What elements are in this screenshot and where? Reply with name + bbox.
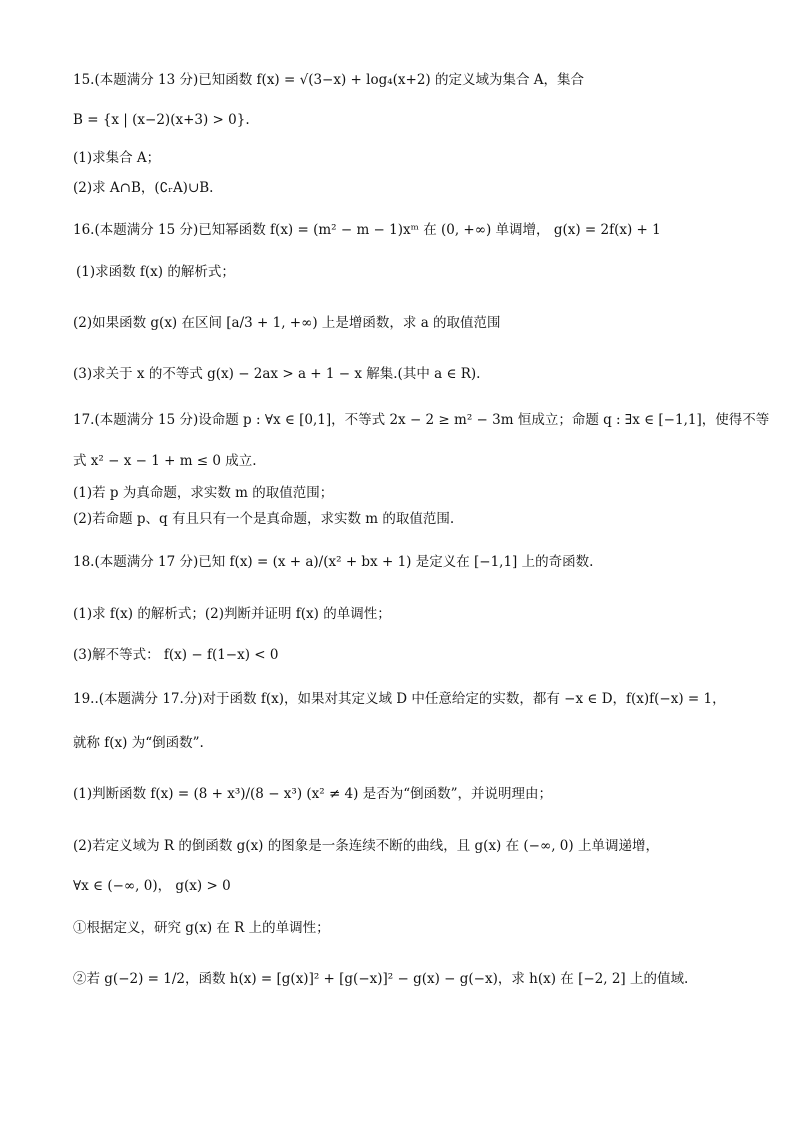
- q16-part3: (3)求关于 x 的不等式 g(x) − 2ax > a + 1 − x 解集.(其中 a ∈ R).: [73, 366, 481, 382]
- q19-part1: (1)判断函数 f(x) = (8 + x³)/(8 − x³) (x² ≠ 4) 是否为“倒函数”，并说明理由；: [73, 786, 553, 802]
- q19-part2-stem: (2)若定义域为 R 的倒函数 g(x) 的图象是一条连续不断的曲线，且 g(x) 在 (−∞, 0) 上单调递增，: [73, 838, 659, 854]
- q16-part1: (1)求函数 f(x) 的解析式；: [76, 264, 235, 280]
- q19-stem: 19..(本题满分 17.分)对于函数 f(x)，如果对其定义域 D 中任意给定的实数，都有 −x ∈ D，f(x)f(−x) = 1，: [73, 691, 726, 707]
- q15-set-b: B = {x | (x−2)(x+3) > 0}.: [73, 112, 250, 128]
- q18-part1-2: (1)求 f(x) 的解析式；(2)判断并证明 f(x) 的单调性；: [73, 606, 391, 622]
- q17-part2: (2)若命题 p、q 有且只有一个是真命题，求实数 m 的取值范围.: [73, 511, 455, 527]
- q17-stem: 17.(本题满分 15 分)设命题 p : ∀x ∈ [0,1]，不等式 2x − 2 ≥ m² − 3m 恒成立；命题 q : ∃x ∈ [−1,1]，使得不等: [73, 412, 770, 428]
- q19-part2-sub1: ①根据定义，研究 g(x) 在 R 上的单调性；: [73, 920, 330, 936]
- q19-part2-sub2: ②若 g(−2) = 1/2，函数 h(x) = [g(x)]² + [g(−x)]² − g(x) − g(−x)，求 h(x) 在 [−2, 2] 上的值域.: [73, 971, 689, 987]
- q15-part1: (1)求集合 A；: [73, 150, 161, 166]
- q18-part3: (3)解不等式： f(x) − f(1−x) < 0: [73, 647, 279, 663]
- q18-stem: 18.(本题满分 17 分)已知 f(x) = (x + a)/(x² + bx + 1) 是定义在 [−1,1] 上的奇函数.: [73, 554, 594, 570]
- q17-stem-cont: 式 x² − x − 1 + m ≤ 0 成立.: [73, 453, 257, 469]
- q17-part1: (1)若 p 为真命题，求实数 m 的取值范围；: [73, 485, 334, 501]
- q15-part2: (2)求 A∩B，(∁ᵣA)∪B.: [73, 180, 214, 196]
- q19-part2-condition: ∀x ∈ (−∞, 0)， g(x) > 0: [73, 878, 231, 894]
- q16-stem: 16.(本题满分 15 分)已知幂函数 f(x) = (m² − m − 1)xᵐ 在 (0, +∞) 单调增， g(x) = 2f(x) + 1: [73, 222, 661, 238]
- q16-part2: (2)如果函数 g(x) 在区间 [a/3 + 1, +∞) 上是增函数，求 a 的取值范围: [73, 315, 501, 331]
- q15-stem: 15.(本题满分 13 分)已知函数 f(x) = √(3−x) + log₄(x+2) 的定义域为集合 A，集合: [73, 72, 585, 88]
- q19-definition: 就称 f(x) 为“倒函数”.: [73, 735, 204, 751]
